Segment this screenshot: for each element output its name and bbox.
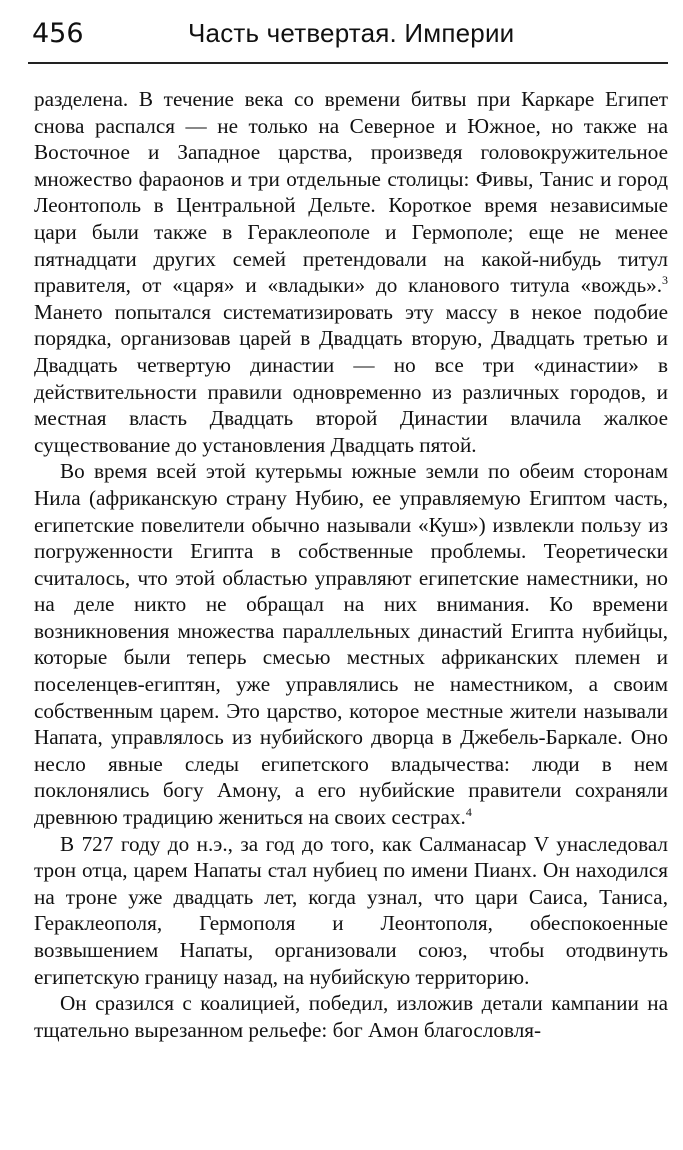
book-page bbox=[28, 16, 668, 1042]
paragraph-4 bbox=[34, 990, 668, 1043]
body-text bbox=[34, 86, 668, 1043]
footnote-ref-3[interactable]: 3 bbox=[662, 273, 668, 288]
paragraph-3 bbox=[34, 831, 668, 991]
chapter-title: Часть четвертая. Империи bbox=[188, 18, 515, 48]
paragraph-1 bbox=[34, 86, 668, 458]
paragraph-4-text: Он сразился с коалицией, победил, изложив детали кампании на тщательно вырезанном рельефе: бог Амон благословля- bbox=[34, 991, 668, 1042]
paragraph-3-text: В 727 году до н.э., за год до того, как Салманасар V унаследовал трон отца, царем Напаты стал нубиец по имени Пианх. Он находился на троне уже двадцать лет, когда узнал, что цари Саиса, Таниса, Гераклеополя, Гермополя и Леонтополя, обеспокоенные возвышением Напаты, организовали союз, чтобы отодвинуть египетскую границу назад, на нубийскую территорию. bbox=[34, 831, 668, 989]
paragraph-2-text: Во время всей этой кутерьмы южные земли по обеим сторонам Нила (африканскую страну Нубию, ее управляемую Египтом часть, египетские повелители обычно называли «Куш») извлекли пользу из погруженности Египта в собственные проблемы. Теоретически считалось, что этой областью управляют египетские наместники, но на деле никто не обращал на них внимания. Ко времени возникновения множества параллельных династий Египта нубийцы, которые были теперь смесью местных африканских племен и поселенцев-египтян, уже управлялись не наместником, а своим собственным царем. Это царство, которое местные жители называли Напата, управлялось из нубийского дворца в Джебель-Баркале. Оно несло явные следы египетского владычества: люди в нем поклонялись богу Амону, а его нубийские правители сохраняли древнюю традицию жениться на своих сестрах. bbox=[34, 459, 668, 830]
paragraph-1-text-continued: Мането попытался систематизировать эту массу в некое подобие порядка, организовав царей в Двадцать вторую, Двадцать третью и Двадцать четвертую династии — но все три «династии» в действительности правили одновременно из различных городов, и местная власть Двадцать второй Династии влачила жалкое существование до установления Двадцать пятой. bbox=[34, 299, 668, 457]
paragraph-2 bbox=[34, 458, 668, 830]
paragraph-1-text: разделена. В течение века со времени битвы при Каркаре Египет снова распался — не только на Северное и Южное, но также на Восточное и Западное царства, произведя головокружительное множество фараонов и три отдельные столицы: Фивы, Танис и город Леонтополь в Центральной Дельте. Короткое время независимые цари были также в Гераклеополе и Гермополе; еще не менее пятнадцати других семей претендовали на какой-нибудь титул правителя, от «царя» и «владыки» до кланового титула «вождь». bbox=[34, 87, 668, 298]
running-header bbox=[28, 16, 668, 50]
footnote-ref-4[interactable]: 4 bbox=[465, 804, 472, 819]
header-rule bbox=[28, 62, 668, 64]
page-number: 456 bbox=[32, 18, 84, 49]
